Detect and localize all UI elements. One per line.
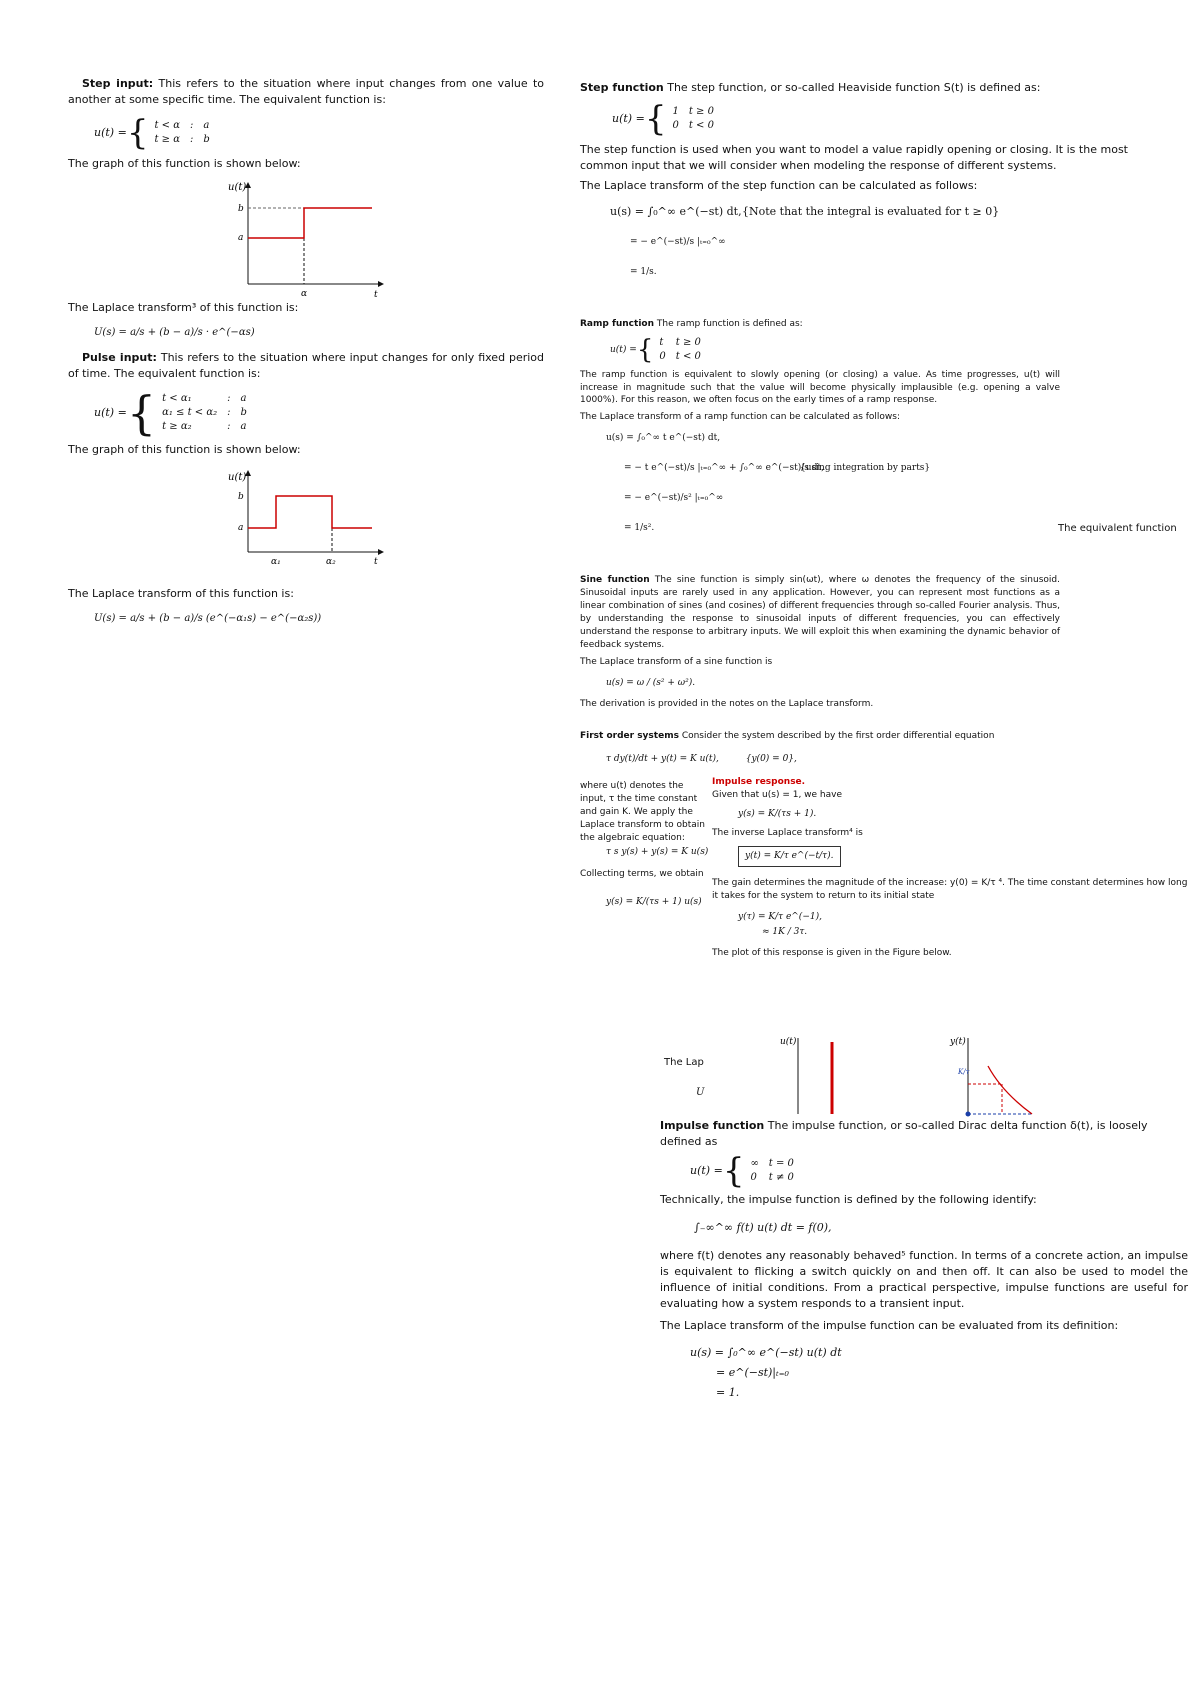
- first-order-heading: First order systems: [580, 731, 679, 741]
- step-input-graph: [68, 176, 544, 300]
- ramp-function-paragraph: [580, 318, 1060, 331]
- pulse-graph-curve: [248, 496, 372, 528]
- step-function-paragraph: [580, 80, 1128, 96]
- impulse-function-brace: {: [722, 1150, 745, 1191]
- step-graph-ylabel: u(t): [228, 181, 247, 193]
- step-function-cases: 1 t ≥ 0 0 t < 0: [672, 105, 714, 131]
- step-function-eq3: = 1/s.: [630, 266, 657, 277]
- sine-function-paragraph: [580, 574, 1060, 652]
- step-function-derivation: [580, 200, 1128, 292]
- ramp-function-heading: Ramp function: [580, 319, 654, 329]
- impulse-response-approx: ≈ 1K / 3τ.: [762, 927, 808, 938]
- impulse-function-heading: Impulse function: [660, 1119, 765, 1132]
- step-function-section: [580, 80, 1128, 292]
- ramp-function-lhs: u(t) =: [610, 344, 637, 355]
- pulse-graph-xlabel: t: [374, 557, 378, 568]
- step-input-text: This refers to the situation where input changes from one value to another at some specific time. The equivalent function is:: [68, 77, 545, 106]
- fragment-u: U: [696, 1087, 705, 1098]
- pulse-input-graph: [68, 462, 544, 580]
- first-order-paragraph: [580, 730, 1060, 743]
- impulse-function-def: [690, 1150, 1188, 1191]
- impulse-function-lhs: u(t) =: [690, 1163, 723, 1177]
- impulse-response-plot-intro: The plot of this response is given in the Figure below.: [712, 948, 952, 959]
- step-function-para: The step function is used when you want to model a value rapidly opening or closing. It is the most common input that we will consider when modeling the response of different systems.: [580, 142, 1128, 172]
- pulse-input-text: This refers to the situation where input changes for only fixed period of time. The equivalent function is:: [68, 351, 545, 381]
- impulse-response-plots: [740, 1034, 1200, 1120]
- impulse-function-section: [660, 1118, 1188, 1401]
- ramp-function-cases: t t ≥ 0 0 t < 0: [659, 337, 701, 363]
- pulse-input-lhs: u(t) =: [94, 406, 127, 420]
- sine-function-laplace-intro: The Laplace transform of a sine function is: [580, 657, 773, 668]
- impulse-function-ident-intro: Technically, the impulse function is defined by the following identify:: [660, 1192, 1037, 1206]
- ramp-function-brace: {: [636, 335, 654, 366]
- ramp-function-section: [580, 318, 1060, 548]
- pulse-input-function: [94, 386, 544, 441]
- impulse-function-paragraph: [660, 1118, 1188, 1150]
- sine-function-eq: u(s) = ω / (s² + ω²).: [606, 678, 696, 689]
- impulse-function-text: The impulse function, or so-called Dirac delta function δ(t), is loosely defined as: [660, 1119, 1148, 1148]
- pulse-input-heading: Pulse input:: [82, 351, 157, 365]
- pulse-input-laplace-intro: The Laplace transform of this function is:: [68, 587, 294, 601]
- ramp-function-eq1: u(s) = ∫₀^∞ t e^(−st) dt,: [606, 432, 721, 443]
- step-function-eq2: = − e^(−st)/s |ₜ₌₀^∞: [630, 236, 726, 247]
- impulse-response-boxed-eq: y(t) = K/τ e^(−t/τ).: [738, 846, 841, 867]
- pulse-input-graph-intro: The graph of this function is shown below:: [68, 443, 301, 457]
- left-column: [68, 76, 544, 627]
- impulse-response-section: [712, 776, 1190, 960]
- pulse-graph-tick-a2: α₂: [326, 557, 336, 568]
- step-input-cases: t < α : a t ≥ α : b: [154, 119, 210, 145]
- ramp-function-eq4: = 1/s².: [624, 522, 655, 533]
- impulse-function-para: where f(t) denotes any reasonably behaved⁵ function. In terms of a concrete action, an impulse is equivalent to flicking a switch quickly on and then off. It can also be used to model the influence of initial conditions. From a practical perspective, impulse functions are useful for evaluating how a system responds to a transient input.: [660, 1248, 1188, 1310]
- pulse-graph-ylabel: u(t): [228, 472, 247, 484]
- step-function-eq1: u(s) = ∫₀^∞ e^(−st) dt,: [610, 204, 742, 218]
- impulse-function-eq1: u(s) = ∫₀^∞ e^(−st) u(t) dt: [690, 1346, 842, 1360]
- first-order-where: where u(t) denotes the input, τ the time constant and gain K. We apply the Laplace transform to obtain the algebraic equation:: [580, 781, 705, 844]
- step-function-note: {Note that the integral is evaluated for t ≥ 0}: [742, 204, 1000, 218]
- pulse-input-brace: {: [126, 386, 157, 441]
- step-function-lhs: u(t) =: [612, 111, 645, 125]
- first-order-ic: {y(0) = 0},: [745, 754, 797, 765]
- step-function-brace: {: [644, 98, 667, 139]
- sine-function-derivation: The derivation is provided in the notes on the Laplace transform.: [580, 699, 874, 710]
- first-order-text: Consider the system described by the first order differential equation: [681, 731, 995, 741]
- first-order-section: [580, 730, 1060, 770]
- step-function-def: [612, 98, 1128, 139]
- step-graph-tick-alpha: α: [301, 288, 308, 299]
- step-input-laplace-eq: U(s) = a/s + (b − a)/s · e^(−αs): [94, 326, 255, 338]
- first-order-tf-eq: y(s) = K/(τs + 1) u(s): [606, 897, 702, 907]
- step-graph-xlabel: t: [374, 289, 378, 300]
- step-input-lhs: u(t) =: [94, 125, 127, 139]
- step-input-function: [94, 112, 544, 153]
- pulse-graph-tick-a1: α₁: [271, 557, 281, 568]
- step-input-brace: {: [126, 112, 149, 153]
- step-function-laplace-intro: The Laplace transform of the step function can be calculated as follows:: [580, 178, 978, 192]
- impulse-response-inverse-intro: The inverse Laplace transform⁴ is: [712, 828, 863, 839]
- pulse-graph-tick-b: b: [238, 492, 244, 503]
- impulse-function-ident-eq: ∫₋∞^∞ f(t) u(t) dt = f(0),: [694, 1220, 832, 1234]
- sine-function-section: [580, 574, 1060, 711]
- step-graph-tick-a: a: [238, 232, 244, 243]
- ramp-function-text: The ramp function is defined as:: [656, 319, 803, 329]
- step-input-graph-intro: The graph of this function is shown below:: [68, 156, 301, 170]
- step-graph-curve: [248, 208, 372, 238]
- step-input-paragraph: [68, 76, 544, 108]
- pulse-graph-tick-a: a: [238, 523, 244, 534]
- impulse-function-eq3: = 1.: [716, 1386, 740, 1400]
- ramp-function-def: [610, 335, 1060, 365]
- first-order-eq: τ dy(t)/dt + y(t) = K u(t),: [606, 754, 719, 765]
- step-function-text: The step function, or so-called Heaviside function S(t) is defined as:: [667, 81, 1041, 94]
- impulse-function-cases: ∞ t = 0 0 t ≠ 0: [750, 1157, 794, 1183]
- first-order-collect: Collecting terms, we obtain: [580, 869, 704, 879]
- step-input-laplace-intro: The Laplace transform³ of this function is:: [68, 300, 299, 314]
- first-order-alg-eq: τ s y(s) + y(s) = K u(s): [606, 847, 709, 857]
- ramp-side-text: The equivalent function: [1058, 523, 1177, 534]
- ramp-function-note: {using integration by parts}: [800, 462, 931, 473]
- step-graph-tick-b: b: [238, 203, 244, 214]
- pulse-input-laplace-eq: U(s) = a/s + (b − a)/s (e^(−α₁s) − e^(−α₂s)): [94, 613, 322, 624]
- ramp-function-laplace-intro: The Laplace transform of a ramp function can be calculated as follows:: [580, 411, 901, 422]
- step-function-heading: Step function: [580, 81, 664, 94]
- plot-right-tick: K/τ: [958, 1068, 970, 1076]
- ramp-function-para: The ramp function is equivalent to slowly opening (or closing) a value. As time progresses, u(t) will increase in magnitude such that the value will become physically implausible (e.g. opening a valve 1000%). For this reason, we often focus on the early times of a ramp response.: [580, 370, 1060, 406]
- plot-right-ylabel: y(t): [950, 1037, 966, 1047]
- first-order-eq-row: [606, 753, 1060, 766]
- fragment-the-lap: The Lap: [664, 1057, 704, 1068]
- ramp-function-derivation: [580, 428, 1060, 548]
- pulse-input-paragraph: [68, 350, 544, 382]
- ramp-function-eq3: = − e^(−st)/s² |ₜ₌₀^∞: [624, 492, 724, 503]
- impulse-response-given: Given that u(s) = 1, we have: [712, 790, 843, 801]
- impulse-response-gain-text: The gain determines the magnitude of the increase: y(0) = K/τ ⁴. The time constant determines how long it takes for the system to return to its initial state: [712, 878, 1188, 902]
- impulse-function-eq2: = e^(−st)|ₜ₌₀: [716, 1366, 789, 1380]
- step-input-heading: Step input:: [82, 77, 154, 90]
- ramp-function-eq2: = − t e^(−st)/s |ₜ₌₀^∞ + ∫₀^∞ e^(−st)/s dt,: [624, 462, 824, 473]
- impulse-response-ytau: y(τ) = K/τ e^(−1),: [738, 912, 822, 923]
- plot-left-ylabel: u(t): [780, 1037, 797, 1047]
- impulse-response-ys: y(s) = K/(τs + 1).: [738, 809, 817, 820]
- sine-function-heading: Sine function: [580, 575, 650, 585]
- pulse-input-cases: t < α₁ : a α₁ ≤ t < α₂ : b t ≥ α₂ : a: [162, 393, 247, 433]
- decay-curve: [988, 1066, 1032, 1114]
- impulse-function-laplace-intro: The Laplace transform of the impulse function can be evaluated from its definition:: [660, 1318, 1119, 1332]
- sine-function-text: The sine function is simply sin(ωt), where ω denotes the frequency of the sinusoid. Sinusoidal inputs are rarely used in any application. However, you can represent most functions as a linear combination of sines (and cosines) of different frequencies through so-called Fourier analysis. Thus, by understanding the response to sinusoidal inputs of different frequencies, you can effectively understand the response to arbitrary inputs. We will exploit this when examining the dynamic behavior of feedback systems.: [580, 575, 1060, 651]
- impulse-response-title: Impulse response.: [712, 777, 806, 787]
